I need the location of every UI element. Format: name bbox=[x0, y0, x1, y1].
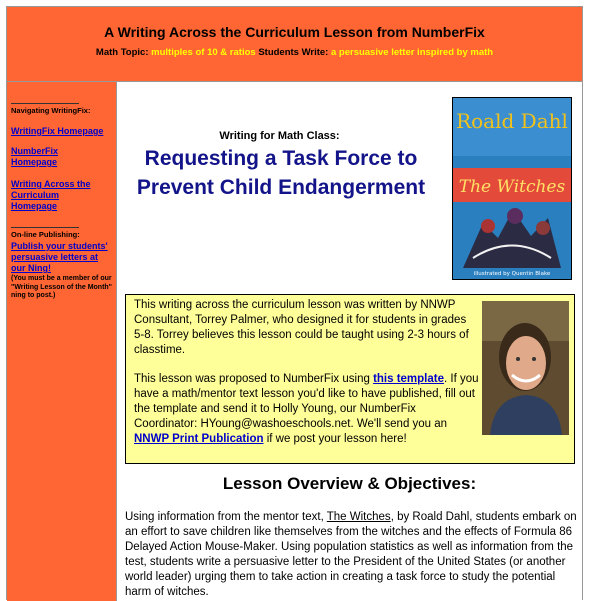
author-photo-art bbox=[482, 301, 569, 435]
lesson-kicker: Writing for Math Class: bbox=[219, 130, 340, 142]
book-title: The Witches bbox=[458, 177, 566, 197]
book-illustrator: illustrated by Quentin Blake bbox=[473, 271, 551, 277]
overview-paragraph bbox=[125, 510, 580, 600]
main-content bbox=[117, 82, 582, 601]
publish-heading: On-line Publishing: bbox=[11, 230, 80, 239]
info-paragraph-author: This writing across the curriculum lesson was written by NNWP Consultant, Torrey Palmer, who designed it for students in grades 5-8. Torrey believes this lesson could be taught using 2-3 hours of classtime. bbox=[134, 299, 469, 356]
section-title-overview: Lesson Overview & Objectives: bbox=[222, 474, 477, 493]
writingfix-homepage-link[interactable]: WritingFix Homepage bbox=[11, 126, 104, 136]
topic-value: multiples of 10 & ratios bbox=[151, 47, 256, 58]
info-text: This lesson was proposed to NumberFix using bbox=[134, 373, 374, 385]
wac-homepage-link[interactable]: Writing Across the Curriculum Homepage bbox=[11, 179, 91, 211]
nav-heading: Navigating WritingFix: bbox=[11, 106, 91, 115]
lesson-title: Requesting a Task Force to Prevent Child Endangerment bbox=[136, 147, 426, 199]
page-header-title: A Writing Across the Curriculum Lesson from NumberFix bbox=[104, 24, 485, 40]
overview-text: , by Roald Dahl, students embark on an effort to save children like themselves from the witches and the effects of Formula 86 Delayed Action Mouse-Maker. Using population statistics as well as information from the test, students write a persuasive letter to the President of the United States (or another world leader) urging them to take action in creating a task force to study the potential harm of witches. bbox=[125, 511, 577, 598]
author-photo bbox=[482, 301, 569, 435]
lesson-info-box bbox=[125, 294, 575, 464]
publish-note: (You must be a member of our "Writing Lesson of the Month" ning to post.) bbox=[11, 275, 112, 299]
numberfix-homepage-link[interactable]: NumberFix Homepage bbox=[11, 146, 59, 167]
overview-book-title: The Witches bbox=[326, 511, 391, 523]
write-value: a persuasive letter inspired by math bbox=[330, 47, 494, 58]
divider bbox=[11, 227, 79, 228]
topic-line bbox=[7, 47, 582, 58]
overview-text: Using information from the mentor text, bbox=[125, 511, 327, 523]
page bbox=[6, 6, 583, 600]
write-label: Students Write: bbox=[258, 47, 329, 58]
book-cover-art bbox=[453, 98, 571, 279]
nnwp-publication-link[interactable]: NNWP Print Publication bbox=[134, 433, 264, 445]
header-banner bbox=[7, 7, 582, 82]
template-link[interactable]: this template bbox=[373, 373, 444, 385]
info-paragraph-template bbox=[134, 372, 479, 447]
sidebar bbox=[7, 82, 117, 601]
info-text: if we post your lesson here! bbox=[263, 433, 407, 445]
topic-label: Math Topic: bbox=[95, 47, 149, 58]
book-cover-image bbox=[452, 97, 572, 280]
book-author: Roald Dahl bbox=[456, 109, 568, 133]
info-text: . If you have a math/mentor text lesson you'd like to have published, fill out the template and send it to Holly Young, our NumberFix Coordinator: HYoung@washoeschools.net. We'll send you an bbox=[134, 373, 479, 430]
divider bbox=[11, 103, 79, 104]
publish-ning-link[interactable]: Publish your students' persuasive letters at our Ning! bbox=[11, 241, 108, 273]
